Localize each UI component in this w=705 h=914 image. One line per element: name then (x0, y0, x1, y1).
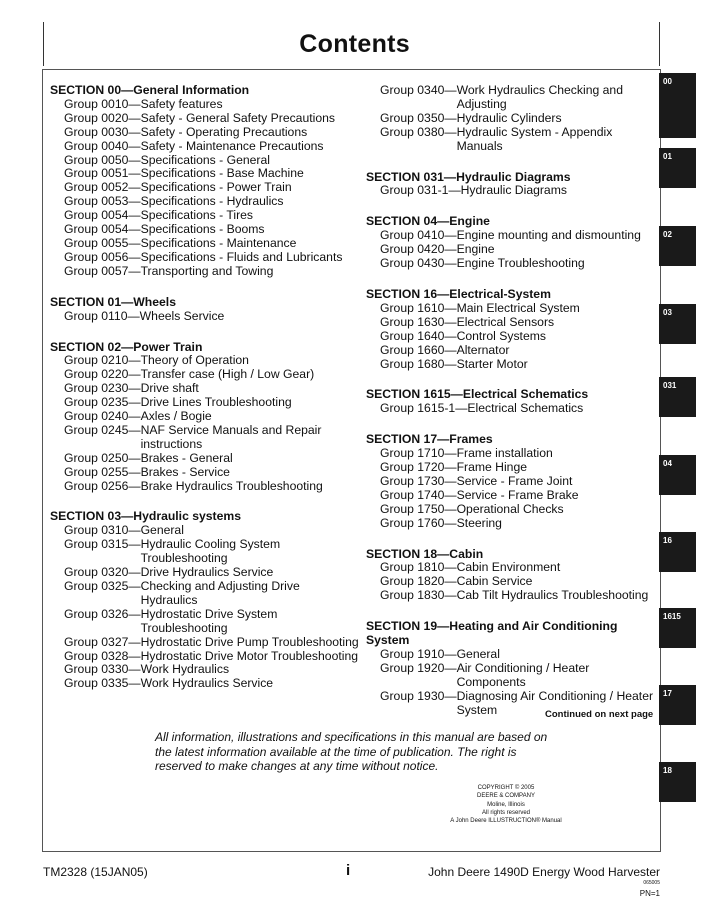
group-separator: — (128, 353, 141, 368)
group-number: Group 031-1 (380, 183, 449, 198)
toc-group-entry[interactable] (50, 396, 360, 410)
group-name: Specifications - Maintenance (140, 235, 297, 250)
toc-group-entry[interactable] (50, 98, 360, 112)
group-number: Group 0250 (64, 450, 129, 465)
group-number: Group 0055 (64, 235, 129, 250)
group-name: Cab Tilt Hydraulics Troubleshooting (456, 588, 649, 603)
group-number: Group 0050 (64, 152, 129, 167)
group-name: Theory of Operation (140, 353, 249, 368)
group-separator: — (444, 446, 457, 461)
group-number: Group 0220 (64, 367, 129, 382)
group-separator: — (444, 560, 457, 575)
group-separator: — (128, 96, 141, 111)
toc-group-entry[interactable] (50, 677, 360, 691)
group-name: Control Systems (456, 328, 546, 343)
group-name: Engine (456, 242, 495, 257)
group-name: Diagnosing Air Conditioning / Heater System (456, 688, 654, 717)
group-name: Hydraulic System - Appendix Manuals (456, 124, 613, 153)
group-separator: — (128, 263, 141, 278)
section-tab[interactable]: 04 (659, 455, 696, 495)
toc-group-entry[interactable] (366, 402, 661, 416)
group-number: Group 1750 (380, 501, 445, 516)
group-number: Group 0054 (64, 208, 129, 223)
group-separator: — (128, 110, 141, 125)
toc-group-entry[interactable] (50, 452, 360, 466)
toc-group-entry[interactable] (50, 608, 360, 636)
page-title: Contents (299, 30, 410, 58)
group-separator: — (444, 647, 457, 661)
group-number: Group 1810 (380, 560, 445, 575)
toc-section (50, 296, 360, 324)
toc-right-column (366, 84, 661, 735)
group-name: Drive Hydraulics Service (140, 565, 274, 580)
group-name: Engine Troubleshooting (456, 256, 585, 271)
group-separator: — (444, 83, 457, 97)
group-number: Group 0328 (64, 648, 129, 663)
group-name: Axles / Bogie (140, 409, 212, 424)
section-tab[interactable]: 18 (659, 762, 696, 802)
toc-group-entry[interactable] (366, 358, 661, 372)
group-separator: — (128, 422, 141, 437)
group-name: Air Conditioning / Heater Components (456, 660, 590, 689)
group-name: Hydrostatic Drive Pump Troubleshooting (140, 634, 359, 649)
group-number: Group 1610 (380, 300, 445, 315)
manual-number: TM2328 (15JAN05) (43, 865, 148, 879)
group-separator: — (128, 166, 141, 181)
manual-title: John Deere 1490D Energy Wood Harvester (428, 865, 660, 879)
group-number: Group 1680 (380, 356, 445, 371)
group-separator: — (444, 460, 457, 475)
group-separator: — (128, 381, 141, 396)
group-name: Steering (456, 515, 502, 530)
group-separator: — (128, 222, 141, 237)
group-name: Alternator (456, 342, 510, 357)
toc-group-entry[interactable] (366, 517, 661, 531)
section-title[interactable]: SECTION 01—Wheels (50, 294, 176, 309)
toc-group-entry[interactable] (366, 475, 661, 489)
toc-group-entry[interactable] (50, 209, 360, 223)
group-separator: — (444, 342, 457, 357)
group-separator: — (128, 464, 141, 479)
group-name: Transporting and Towing (140, 263, 274, 278)
group-name: Brakes - General (140, 450, 233, 465)
group-number: Group 1740 (380, 487, 445, 502)
group-name: Engine mounting and dismounting (456, 228, 641, 243)
toc-group-entry[interactable] (366, 84, 661, 112)
group-separator: — (128, 606, 141, 621)
group-number: Group 0325 (64, 579, 129, 593)
group-separator: — (128, 249, 141, 264)
group-name: Starter Motor (456, 356, 528, 371)
group-name: Work Hydraulics Service (140, 676, 274, 691)
toc-group-entry[interactable] (50, 368, 360, 382)
group-separator: — (444, 228, 457, 243)
section-tab[interactable]: 00 (659, 73, 696, 138)
toc-group-entry[interactable] (50, 382, 360, 396)
group-separator: — (128, 124, 141, 139)
footer-code: 065005 (643, 880, 660, 886)
group-number: Group 0052 (64, 180, 129, 195)
group-number: Group 0327 (64, 634, 129, 649)
copyright-line: All rights reserved (481, 809, 531, 816)
group-number: Group 1615-1 (380, 401, 456, 416)
toc-group-entry[interactable] (50, 424, 360, 452)
group-number: Group 0051 (64, 166, 129, 181)
group-number: Group 1820 (380, 574, 445, 589)
group-separator: — (448, 183, 461, 198)
group-number: Group 1760 (380, 515, 445, 530)
group-separator: — (128, 208, 141, 223)
group-number: Group 0245 (64, 422, 129, 437)
group-separator: — (128, 367, 141, 382)
toc-group-entry[interactable] (50, 636, 360, 650)
group-number: Group 1720 (380, 460, 445, 475)
toc-left-column (50, 84, 360, 708)
section-tab[interactable]: 01 (659, 148, 696, 188)
group-number: Group 1710 (380, 446, 445, 461)
group-number: Group 0110 (64, 308, 128, 323)
group-number: Group 0326 (64, 606, 129, 621)
group-name: Brakes - Service (140, 464, 230, 479)
group-separator: — (444, 314, 457, 329)
toc-group-entry[interactable] (366, 330, 661, 344)
toc-group-entry[interactable] (366, 344, 661, 358)
group-name: Frame installation (456, 446, 553, 461)
toc-group-entry[interactable] (50, 265, 360, 279)
group-separator: — (444, 487, 457, 502)
section-title[interactable]: SECTION 03—Hydraulic systems (50, 509, 242, 524)
toc-group-entry[interactable] (50, 663, 360, 677)
group-number: Group 0380 (380, 124, 445, 139)
group-separator: — (128, 537, 141, 552)
group-name: Specifications - Base Machine (140, 166, 304, 181)
group-separator: — (128, 565, 141, 580)
group-name: Safety features (140, 96, 223, 111)
copyright-line: A John Deere ILLUSTRUCTION® Manual (450, 818, 562, 825)
group-name: Brake Hydraulics Troubleshooting (140, 478, 323, 493)
group-number: Group 0256 (64, 478, 129, 493)
toc-group-entry[interactable] (366, 575, 661, 589)
group-separator: — (444, 356, 457, 371)
group-number: Group 1930 (380, 688, 445, 703)
copyright-line: DEERE & COMPANY (477, 793, 535, 800)
group-separator: — (128, 152, 141, 167)
toc-group-entry[interactable] (50, 112, 360, 126)
group-name: Safety - General Safety Precautions (140, 110, 335, 125)
section-title[interactable]: SECTION 04—Engine (366, 214, 490, 229)
group-name: Specifications - Hydraulics (140, 194, 284, 209)
section-tab[interactable]: 17 (659, 685, 696, 725)
group-number: Group 0054 (64, 222, 129, 237)
group-name: Hydrostatic Drive Motor Troubleshooting (140, 648, 358, 663)
toc-section (366, 388, 661, 416)
toc-group-entry[interactable] (366, 112, 661, 126)
section-tab[interactable]: 16 (659, 532, 696, 572)
group-number: Group 0240 (64, 409, 129, 424)
group-name: Cabin Environment (456, 560, 561, 575)
toc-group-entry[interactable] (50, 480, 360, 494)
toc-section (366, 620, 661, 717)
group-name: Main Electrical System (456, 300, 580, 315)
group-separator: — (444, 473, 457, 488)
toc-group-entry[interactable] (50, 410, 360, 424)
group-name: General (140, 523, 184, 538)
group-separator: — (128, 395, 141, 410)
toc-group-entry[interactable] (366, 229, 661, 243)
group-separator: — (128, 662, 141, 677)
group-separator: — (444, 574, 457, 589)
toc-group-entry[interactable] (50, 538, 360, 566)
section-tab[interactable]: 02 (659, 226, 696, 266)
group-number: Group 0255 (64, 464, 129, 479)
toc-section (366, 171, 661, 199)
group-name: Specifications - Booms (140, 222, 265, 237)
toc-group-entry[interactable] (366, 126, 661, 154)
group-separator: — (444, 660, 457, 675)
group-separator: — (444, 242, 457, 257)
group-separator: — (444, 328, 457, 343)
group-name: Specifications - General (140, 152, 270, 167)
group-name: Operational Checks (456, 501, 564, 516)
section-tab[interactable]: 031 (659, 377, 696, 417)
copyright-line: COPYRIGHT © 2005 (477, 785, 535, 791)
toc-group-entry[interactable] (50, 154, 360, 168)
group-number: Group 1910 (380, 647, 445, 661)
group-separator: — (128, 478, 141, 493)
section-title[interactable]: SECTION 19—Heating and Air Conditioning System (366, 619, 618, 648)
group-name: Hydraulic Diagrams (460, 183, 567, 198)
group-name: Hydraulic Cooling System Troubleshooting (140, 537, 281, 566)
group-number: Group 1920 (380, 660, 445, 675)
toc-group-entry[interactable] (366, 648, 661, 662)
group-name: Safety - Operating Precautions (140, 124, 308, 139)
toc-section (366, 288, 661, 371)
toc-group-entry[interactable] (50, 251, 360, 265)
group-separator: — (444, 501, 457, 516)
toc-group-entry[interactable] (366, 461, 661, 475)
toc-group-entry[interactable] (50, 237, 360, 251)
group-name: Hydraulic Cylinders (456, 110, 562, 125)
group-name: Cabin Service (456, 574, 533, 589)
group-separator: — (127, 308, 140, 323)
group-separator: — (444, 300, 457, 315)
toc-section (366, 215, 661, 271)
group-separator: — (128, 235, 141, 250)
section-title[interactable]: SECTION 16—Electrical-System (366, 286, 551, 301)
toc-group-entry[interactable] (50, 466, 360, 480)
section-title[interactable]: SECTION 1615—Electrical Schematics (366, 387, 589, 402)
group-separator: — (444, 588, 457, 603)
group-name: Service - Frame Brake (456, 487, 579, 502)
toc-section (366, 548, 661, 604)
group-separator: — (128, 194, 141, 209)
section-title[interactable]: SECTION 031—Hydraulic Diagrams (366, 169, 571, 184)
toc-section (50, 341, 360, 494)
group-separator: — (128, 634, 141, 649)
toc-group-entry[interactable] (366, 243, 661, 257)
section-tab[interactable]: 1615 (659, 608, 696, 648)
section-title[interactable]: SECTION 00—General Information (50, 83, 250, 97)
section-title[interactable]: SECTION 02—Power Train (50, 339, 203, 354)
toc-section (366, 84, 661, 154)
toc-group-entry[interactable] (366, 561, 661, 575)
group-number: Group 0320 (64, 565, 129, 580)
toc-group-entry[interactable] (366, 184, 661, 198)
group-number: Group 0410 (380, 228, 445, 243)
toc-section (50, 84, 360, 279)
group-number: Group 0315 (64, 537, 129, 552)
toc-group-entry[interactable] (366, 316, 661, 330)
group-name: Drive shaft (140, 381, 199, 396)
toc-section (50, 510, 360, 691)
group-name: Safety - Maintenance Precautions (140, 138, 324, 153)
group-separator: — (128, 180, 141, 195)
toc-group-entry[interactable] (50, 354, 360, 368)
group-name: Frame Hinge (456, 460, 528, 475)
group-name: Work Hydraulics Checking and Adjusting (456, 83, 623, 111)
toc-group-entry[interactable] (366, 257, 661, 271)
toc-section (366, 433, 661, 530)
toc-group-entry[interactable] (366, 302, 661, 316)
group-number: Group 0020 (64, 110, 129, 125)
toc-group-entry[interactable] (50, 126, 360, 140)
group-number: Group 0056 (64, 249, 129, 264)
group-number: Group 0010 (64, 96, 129, 111)
group-separator: — (444, 124, 457, 139)
footer-pn: PN=1 (639, 889, 660, 898)
group-separator: — (128, 450, 141, 465)
group-name: Specifications - Tires (140, 208, 253, 223)
page-number: i (346, 862, 351, 879)
group-name: General (456, 647, 500, 661)
toc-group-entry[interactable] (366, 662, 661, 690)
group-name: NAF Service Manuals and Repair instructions (140, 422, 322, 451)
toc-group-entry[interactable] (50, 310, 360, 324)
group-separator: — (444, 688, 457, 703)
group-number: Group 0210 (64, 353, 129, 368)
copyright-block (436, 784, 576, 825)
group-number: Group 0335 (64, 676, 129, 691)
group-number: Group 1640 (380, 328, 445, 343)
group-number: Group 0040 (64, 138, 129, 153)
toc-group-entry[interactable] (366, 447, 661, 461)
toc-group-entry[interactable] (50, 580, 360, 608)
group-separator: — (455, 401, 468, 416)
group-separator: — (128, 579, 141, 593)
copyright-line: Moline, Illinois (487, 801, 525, 808)
toc-group-entry[interactable] (366, 489, 661, 503)
toc-group-entry[interactable] (50, 195, 360, 209)
toc-group-entry[interactable] (50, 524, 360, 538)
group-number: Group 0057 (64, 263, 129, 278)
group-number: Group 0420 (380, 242, 445, 257)
toc-group-entry[interactable] (50, 181, 360, 195)
group-number: Group 0350 (380, 110, 445, 125)
group-number: Group 0430 (380, 256, 445, 271)
group-name: Service - Frame Joint (456, 473, 573, 488)
group-name: Work Hydraulics (140, 662, 230, 677)
toc-group-entry[interactable] (366, 503, 661, 517)
group-number: Group 0030 (64, 124, 129, 139)
toc-group-entry[interactable] (50, 566, 360, 580)
group-name: Specifications - Power Train (140, 180, 292, 195)
toc-group-entry[interactable] (50, 223, 360, 237)
group-name: Electrical Schematics (467, 401, 584, 416)
group-separator: — (444, 256, 457, 271)
group-name: Drive Lines Troubleshooting (140, 395, 292, 410)
group-name: Transfer case (High / Low Gear) (140, 367, 315, 382)
group-number: Group 1660 (380, 342, 445, 357)
section-tab[interactable]: 03 (659, 304, 696, 344)
group-name: Checking and Adjusting Drive Hydraulics (140, 579, 300, 607)
group-number: Group 0340 (380, 83, 445, 97)
section-title[interactable]: SECTION 17—Frames (366, 432, 493, 447)
disclaimer-text: All information, illustrations and specifications in this manual are based on the latest information available at the time of publication. The right is reserved to make changes at any time without notice. (155, 730, 548, 773)
group-number: Group 1830 (380, 588, 445, 603)
group-name: Electrical Sensors (456, 314, 555, 329)
group-separator: — (128, 523, 141, 538)
group-separator: — (128, 409, 141, 424)
group-separator: — (128, 138, 141, 153)
group-number: Group 0330 (64, 662, 129, 677)
group-number: Group 0053 (64, 194, 129, 209)
group-name: Specifications - Fluids and Lubricants (140, 249, 343, 264)
group-separator: — (128, 648, 141, 663)
group-separator: — (128, 676, 141, 691)
toc-group-entry[interactable] (50, 650, 360, 664)
group-number: Group 1730 (380, 473, 445, 488)
group-separator: — (444, 110, 457, 125)
group-name: Hydrostatic Drive System Troubleshooting (140, 606, 278, 635)
group-separator: — (444, 515, 457, 530)
group-number: Group 0230 (64, 381, 129, 396)
group-number: Group 1630 (380, 314, 445, 329)
toc-group-entry[interactable] (50, 140, 360, 154)
toc-group-entry[interactable] (366, 589, 661, 603)
toc-group-entry[interactable] (50, 167, 360, 181)
group-name: Wheels Service (139, 308, 225, 323)
group-number: Group 0310 (64, 523, 129, 538)
continued-note: Continued on next page (545, 709, 654, 720)
section-title[interactable]: SECTION 18—Cabin (366, 546, 484, 561)
group-number: Group 0235 (64, 395, 129, 410)
